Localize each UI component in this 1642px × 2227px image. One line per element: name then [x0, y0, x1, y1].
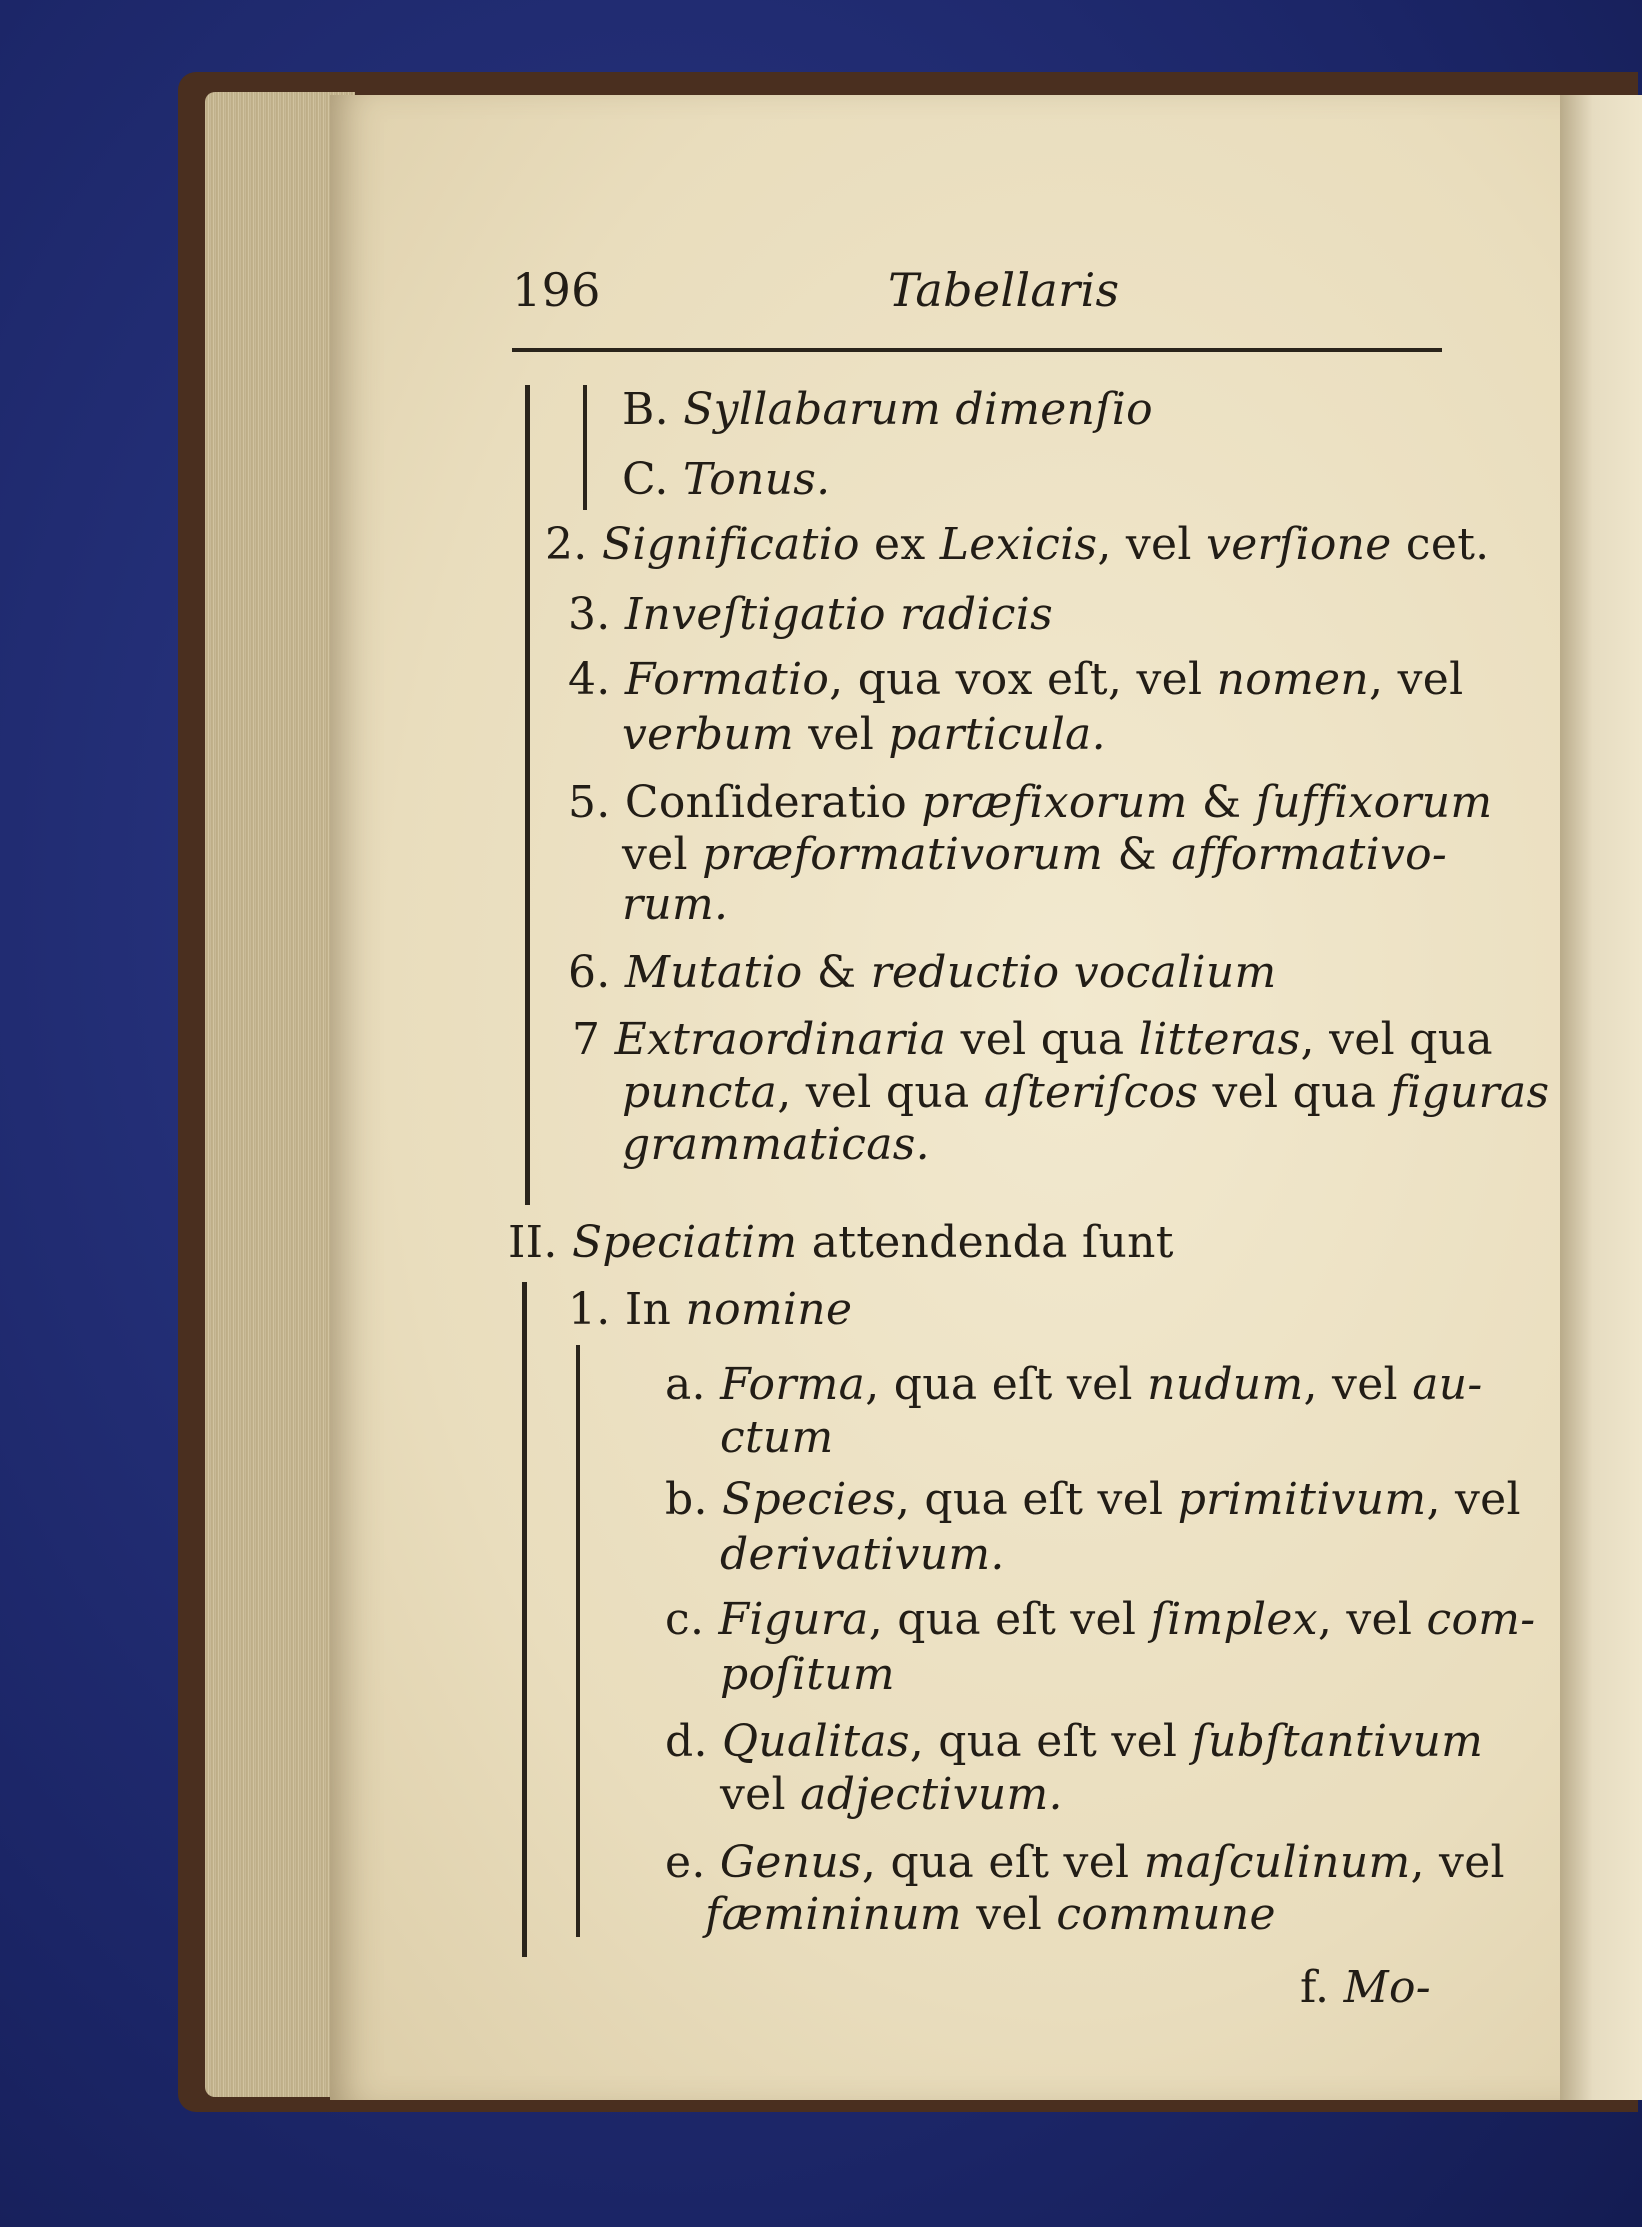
page-number: 196: [512, 263, 601, 317]
text-line: 7 Extraordinaria vel qua litteras, vel qua: [572, 1014, 1493, 1065]
bracket-bar-inner-2: [576, 1345, 580, 1937]
text-line: B. Syllabarum dimenſio: [622, 384, 1153, 435]
text-line: grammaticas.: [622, 1119, 930, 1170]
bracket-bar-outer-1: [525, 385, 530, 1205]
text-line: poſitum: [720, 1649, 895, 1700]
text-line: vel præformativorum & afformativo-: [622, 829, 1448, 880]
facing-page-edge: [1560, 95, 1642, 2100]
catchword: f. Mo-: [1300, 1962, 1431, 2013]
text-line: b. Species, qua eſt vel primitivum, vel: [665, 1474, 1521, 1525]
text-line: rum.: [622, 879, 729, 930]
text-line: 4. Formatio, qua vox eſt, vel nomen, vel: [568, 654, 1464, 705]
text-line: derivativum.: [720, 1529, 1005, 1580]
text-line: 3. Inveſtigatio radicis: [568, 589, 1053, 640]
bracket-bar-outer-2: [522, 1282, 527, 1957]
running-title: Tabellaris: [888, 263, 1120, 317]
text-line: fæmininum vel commune: [705, 1889, 1276, 1940]
text-line: 2. Significatio ex Lexicis, vel verſione cet.: [545, 519, 1490, 570]
text-line: 5. Conſideratio præfixorum & ſuffixorum: [568, 777, 1493, 828]
text-line: C. Tonus.: [622, 454, 831, 505]
text-line: vel adjectivum.: [720, 1769, 1063, 1820]
text-line: c. Figura, qua eſt vel ſimplex, vel com-: [665, 1594, 1536, 1645]
bracket-bar-inner-1: [583, 385, 587, 510]
text-line: d. Qualitas, qua eſt vel ſubſtantivum: [665, 1716, 1484, 1767]
text-line: a. Forma, qua eſt vel nudum, vel au-: [665, 1359, 1483, 1410]
header-rule: [512, 348, 1442, 352]
text-line: ctum: [720, 1412, 834, 1463]
text-line: verbum vel particula.: [622, 709, 1106, 760]
text-line: puncta, vel qua aſteriſcos vel qua figuras: [622, 1067, 1550, 1118]
text-line: e. Genus, qua eſt vel maſculinum, vel: [665, 1837, 1505, 1888]
text-line: 6. Mutatio & reductio vocalium: [568, 947, 1277, 998]
text-line: 1. In nomine: [568, 1284, 853, 1335]
section-heading: II. Speciatim attendenda ſunt: [508, 1217, 1174, 1268]
